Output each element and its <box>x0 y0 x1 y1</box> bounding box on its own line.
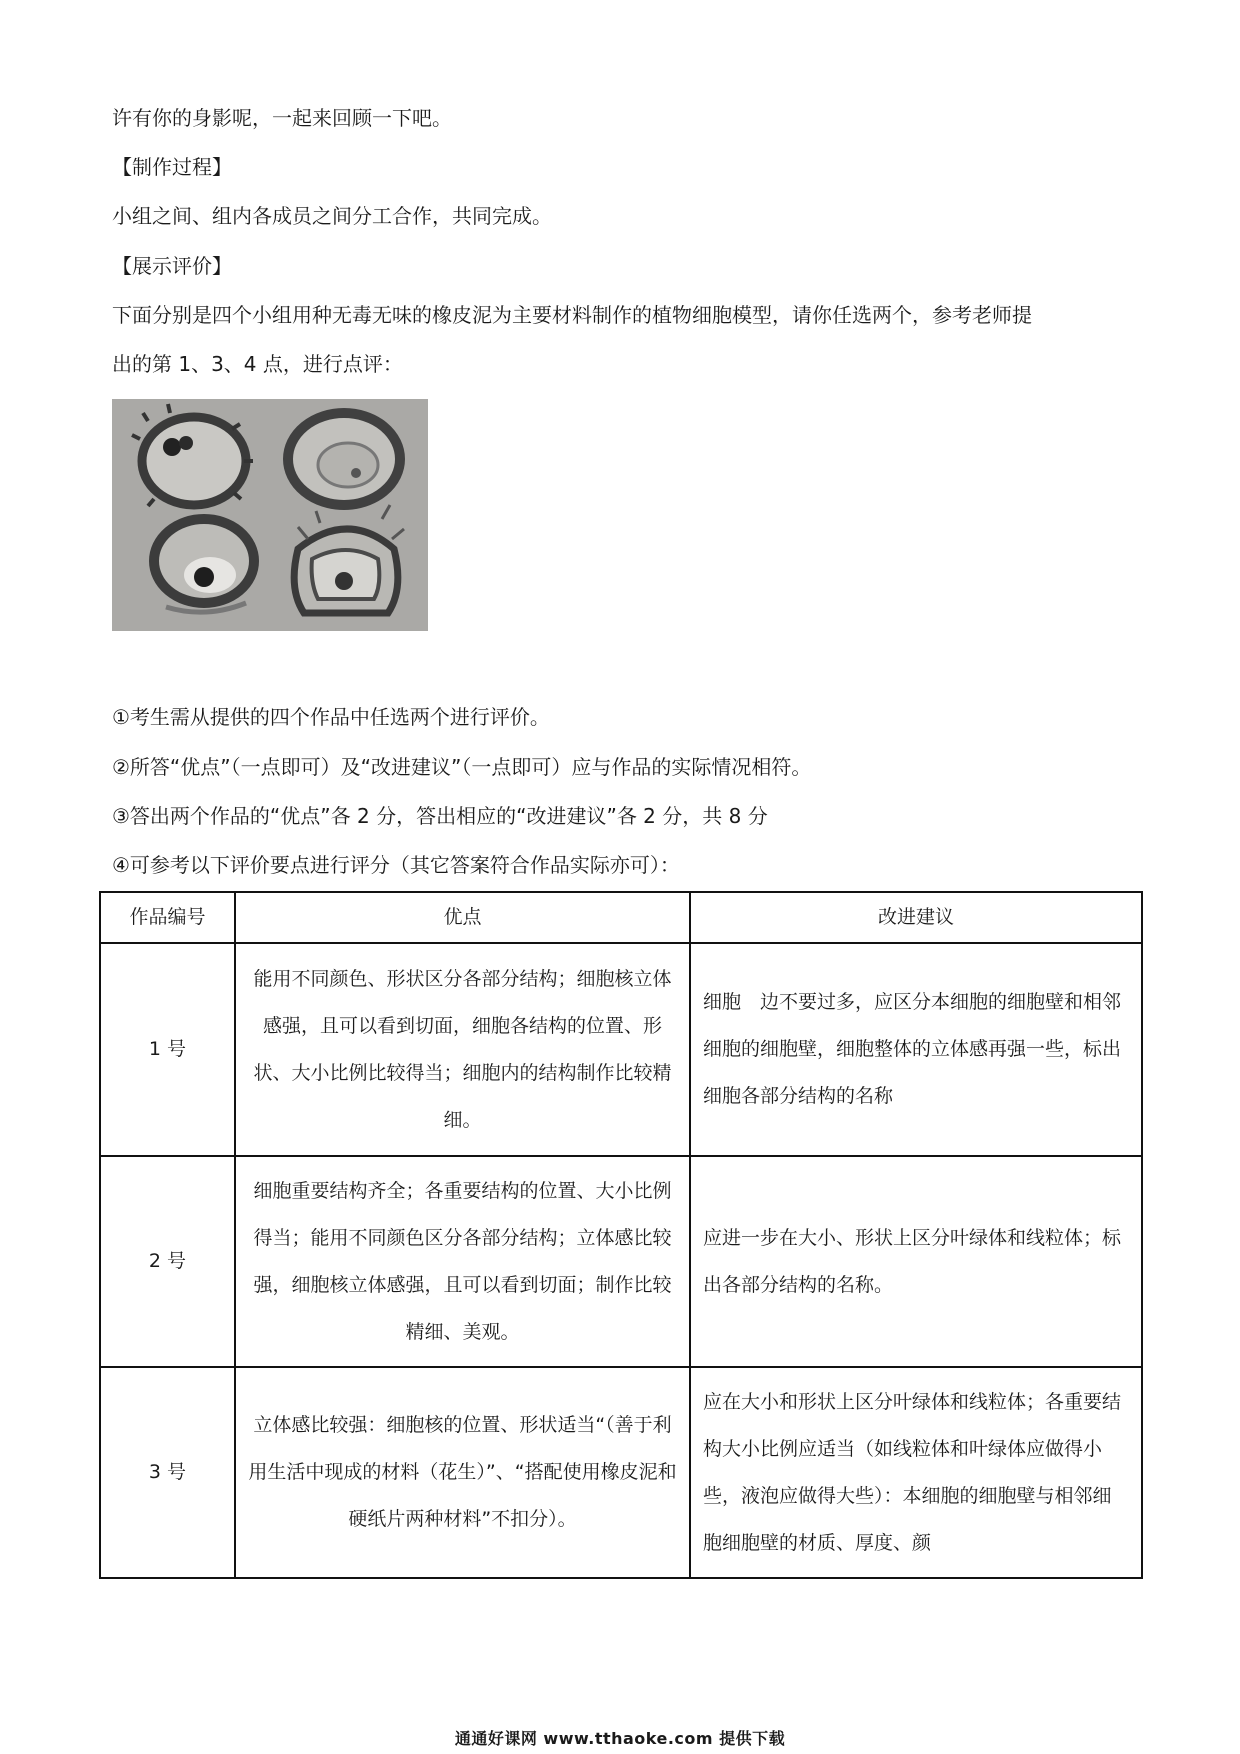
header-suggestion: 改进建议 <box>690 892 1142 943</box>
table-row <box>100 1367 1142 1578</box>
suggestion-cell: 应进一步在大小、形状上区分叶绿体和线粒体；标出各部分结构的名称。 <box>690 1156 1142 1367</box>
suggestion-cell: 应在大小和形状上区分叶绿体和线粒体；各重要结构大小比例应适当（如线粒体和叶绿体应做得小些，液泡应做得大些）：本细胞的细胞壁与相邻细胞细胞壁的材质、厚度、颜 <box>690 1367 1142 1578</box>
suggestion-cell: 细胞 边不要过多，应区分本细胞的细胞壁和相邻细胞的细胞壁，细胞整体的立体感再强一些，标出细胞各部分结构的名称 <box>690 943 1142 1156</box>
merit-cell: 能用不同颜色、形状区分各部分结构；细胞核立体感强，且可以看到切面，细胞各结构的位置、形状、大小比例比较得当；细胞内的结构制作比较精细。 <box>235 943 690 1156</box>
heading-process: 【制作过程】 <box>112 155 232 179</box>
work-number: 2 号 <box>100 1156 235 1367</box>
table-header-row <box>100 892 1142 943</box>
header-number: 作品编号 <box>100 892 235 943</box>
paragraph-1: 许有你的身影呢，一起来回顾一下吧。 <box>112 106 452 130</box>
merit-cell: 细胞重要结构齐全；各重要结构的位置、大小比例得当；能用不同颜色区分各部分结构；立体感比较强，细胞核立体感强，且可以看到切面；制作比较精细、美观。 <box>235 1156 690 1367</box>
note-2: ②所答“优点”（一点即可）及“改进建议”（一点即可）应与作品的实际情况相符。 <box>112 755 812 779</box>
page-footer: 通通好课网 www.tthaoke.com 提供下载 <box>454 1729 786 1748</box>
evaluation-table <box>99 891 1143 1579</box>
cell-models-photo <box>112 399 428 631</box>
paragraph-4: 出的第 1、3、4 点，进行点评： <box>112 352 403 376</box>
work-number: 3 号 <box>100 1367 235 1578</box>
table-row <box>100 943 1142 1156</box>
note-1: ①考生需从提供的四个作品中任选两个进行评价。 <box>112 705 550 729</box>
merit-cell: 立体感比较强：细胞核的位置、形状适当“（善于利用生活中现成的材料（花生）”、“搭配使用橡皮泥和硬纸片两种材料”不扣分）。 <box>235 1367 690 1578</box>
paragraph-2: 小组之间、组内各成员之间分工合作，共同完成。 <box>112 204 552 228</box>
note-4: ④可参考以下评价要点进行评分（其它答案符合作品实际亦可）： <box>112 853 680 877</box>
work-number: 1 号 <box>100 943 235 1156</box>
cell-model-2 <box>288 413 400 505</box>
heading-evaluation: 【展示评价】 <box>112 254 232 278</box>
note-3: ③答出两个作品的“优点”各 2 分，答出相应的“改进建议”各 2 分，共 8 分 <box>112 804 768 828</box>
header-merit: 优点 <box>235 892 690 943</box>
table-row <box>100 1156 1142 1367</box>
paragraph-3: 下面分别是四个小组用种无毒无味的橡皮泥为主要材料制作的植物细胞模型，请你任选两个，参考老师提 <box>112 303 1032 327</box>
